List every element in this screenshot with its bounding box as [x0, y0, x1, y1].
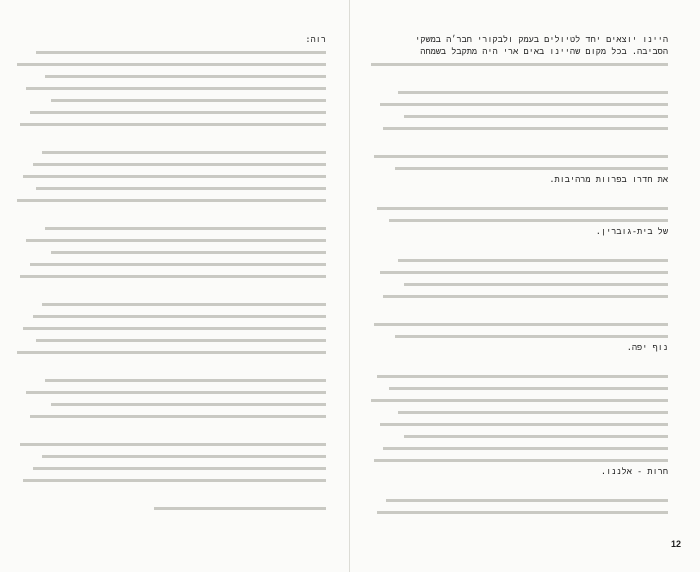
- paragraph: [368, 370, 668, 478]
- illegible-line: [383, 447, 668, 450]
- paragraph: [368, 150, 668, 186]
- paragraph: [368, 34, 668, 70]
- illegible-line: [380, 423, 668, 426]
- illegible-line: [395, 167, 668, 170]
- illegible-line: [380, 103, 668, 106]
- illegible-line: [404, 115, 668, 118]
- illegible-line: [20, 123, 326, 126]
- paragraph: [14, 438, 326, 486]
- illegible-line: [20, 443, 326, 446]
- text-line: [368, 394, 668, 406]
- text-line: [14, 194, 326, 206]
- paragraph: [368, 318, 668, 354]
- text-line: [368, 454, 668, 466]
- illegible-line: [36, 51, 326, 54]
- illegible-line: [45, 75, 326, 78]
- illegible-line: [30, 263, 326, 266]
- text-line: [368, 86, 668, 98]
- text-line: [14, 410, 326, 422]
- illegible-line: [383, 295, 668, 298]
- illegible-line: [51, 251, 326, 254]
- text-line: [14, 462, 326, 474]
- text-line: [14, 246, 326, 258]
- illegible-line: [30, 415, 326, 418]
- line-text: הסביבה. בכל מקום שהיינו באים ארי היה מתקבל בשמחה: [420, 47, 668, 57]
- illegible-line: [371, 63, 668, 66]
- text-line: [14, 146, 326, 158]
- illegible-line: [51, 99, 326, 102]
- text-line: [368, 442, 668, 454]
- illegible-line: [42, 303, 326, 306]
- text-line: [368, 318, 668, 330]
- text-line: [14, 234, 326, 246]
- paragraph: [368, 494, 668, 518]
- text-line: [14, 374, 326, 386]
- right-column: [368, 34, 668, 534]
- text-line: [14, 46, 326, 58]
- line-text: את חדרו בפרוות מרהיבות.: [549, 175, 668, 185]
- illegible-line: [26, 391, 326, 394]
- left-column: [14, 34, 326, 514]
- text-line: [14, 82, 326, 94]
- text-line: [368, 290, 668, 302]
- text-line: [368, 406, 668, 418]
- text-line: [14, 94, 326, 106]
- illegible-line: [398, 411, 668, 414]
- signature-line: [14, 502, 326, 514]
- illegible-line: [374, 155, 668, 158]
- illegible-line: [26, 239, 326, 242]
- text-line: [368, 494, 668, 506]
- paragraph: [14, 146, 326, 206]
- illegible-line: [404, 435, 668, 438]
- text-line: [368, 174, 668, 186]
- illegible-line: [377, 511, 668, 514]
- illegible-line: [154, 507, 326, 510]
- text-line: [368, 278, 668, 290]
- illegible-line: [42, 455, 326, 458]
- text-line: [368, 226, 668, 238]
- illegible-line: [42, 151, 326, 154]
- illegible-line: [404, 283, 668, 286]
- illegible-line: [17, 199, 326, 202]
- text-line: [14, 334, 326, 346]
- illegible-line: [380, 271, 668, 274]
- text-line: [368, 506, 668, 518]
- illegible-line: [374, 323, 668, 326]
- text-line: [14, 222, 326, 234]
- text-line: [14, 34, 326, 46]
- illegible-line: [398, 91, 668, 94]
- text-line: [368, 418, 668, 430]
- paragraph: [368, 254, 668, 302]
- illegible-line: [23, 479, 326, 482]
- text-line: [368, 330, 668, 342]
- illegible-line: [20, 275, 326, 278]
- text-line: [14, 106, 326, 118]
- text-line: [368, 34, 668, 46]
- text-line: [368, 266, 668, 278]
- text-line: [368, 382, 668, 394]
- text-line: [14, 118, 326, 130]
- illegible-line: [33, 163, 326, 166]
- line-text: חרות - אלננו.: [600, 467, 668, 477]
- text-line: [14, 58, 326, 70]
- text-line: [368, 98, 668, 110]
- text-line: [14, 258, 326, 270]
- illegible-line: [386, 499, 668, 502]
- text-line: [14, 450, 326, 462]
- illegible-line: [395, 335, 668, 338]
- paragraph: [368, 202, 668, 238]
- illegible-line: [17, 351, 326, 354]
- illegible-line: [23, 327, 326, 330]
- paragraph: [14, 34, 326, 130]
- paragraph: [14, 374, 326, 422]
- illegible-line: [33, 467, 326, 470]
- text-line: [368, 370, 668, 382]
- line-text: של בית-גוברין.: [595, 227, 668, 237]
- illegible-line: [377, 207, 668, 210]
- illegible-line: [398, 259, 668, 262]
- illegible-line: [383, 127, 668, 130]
- text-line: [368, 466, 668, 478]
- text-line: [14, 322, 326, 334]
- illegible-line: [371, 399, 668, 402]
- paragraph: [368, 86, 668, 134]
- text-line: [368, 254, 668, 266]
- text-line: [368, 122, 668, 134]
- text-line: [368, 150, 668, 162]
- illegible-line: [23, 175, 326, 178]
- text-line: [14, 346, 326, 358]
- paragraph: [14, 298, 326, 358]
- illegible-line: [45, 227, 326, 230]
- illegible-line: [51, 403, 326, 406]
- text-line: [368, 162, 668, 174]
- illegible-line: [377, 375, 668, 378]
- text-line: [368, 214, 668, 226]
- illegible-line: [36, 339, 326, 342]
- illegible-line: [30, 111, 326, 114]
- illegible-line: [389, 219, 668, 222]
- illegible-line: [33, 315, 326, 318]
- text-line: [368, 202, 668, 214]
- text-line: [14, 170, 326, 182]
- text-line: [368, 58, 668, 70]
- page-spread-fold: [349, 0, 350, 572]
- line-text: רוה:: [305, 35, 326, 45]
- page-number: 12: [671, 539, 682, 549]
- illegible-line: [389, 387, 668, 390]
- text-line: [14, 438, 326, 450]
- line-text: נוף יפה.: [626, 343, 668, 353]
- line-text: היינו יוצאים יחד לטיולים בעמק ולבקורי חבר׳ה במשקי: [415, 35, 668, 45]
- paragraph: [14, 222, 326, 282]
- text-line: [368, 46, 668, 58]
- text-line: [368, 342, 668, 354]
- illegible-line: [45, 379, 326, 382]
- illegible-line: [374, 459, 668, 462]
- text-line: [14, 182, 326, 194]
- illegible-line: [17, 63, 326, 66]
- text-line: [368, 430, 668, 442]
- text-line: [14, 70, 326, 82]
- text-line: [14, 398, 326, 410]
- text-line: [368, 110, 668, 122]
- text-line: [14, 298, 326, 310]
- illegible-line: [36, 187, 326, 190]
- text-line: [14, 158, 326, 170]
- text-line: [14, 310, 326, 322]
- text-line: [14, 386, 326, 398]
- text-line: [14, 270, 326, 282]
- illegible-line: [26, 87, 326, 90]
- text-line: [14, 474, 326, 486]
